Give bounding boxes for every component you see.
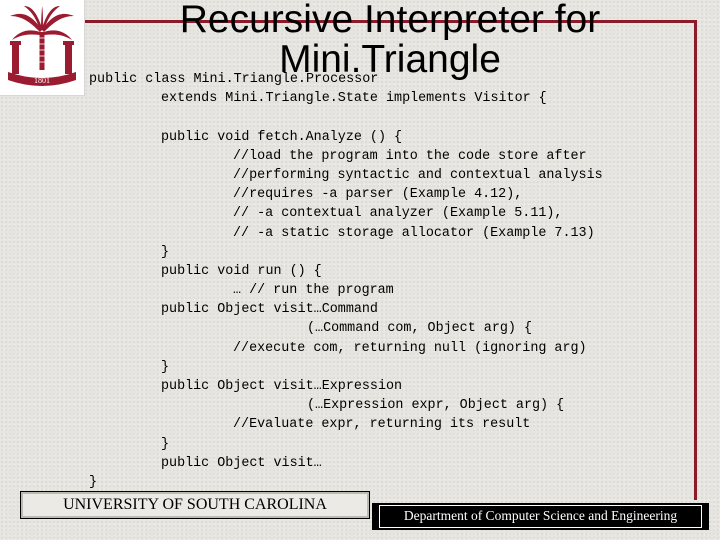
code-line: // -a contextual analyzer (Example 5.11), xyxy=(233,206,563,222)
code-line: (…Command com, Object arg) { xyxy=(307,321,532,337)
code-line: public Object visit… xyxy=(161,455,322,471)
frame-line-right xyxy=(694,20,697,500)
code-line: extends Mini.Triangle.State implements Visitor { xyxy=(161,91,547,107)
code-line: } xyxy=(161,436,170,452)
slide-title xyxy=(80,0,700,80)
code-line: // -a static storage allocator (Example 7.13) xyxy=(233,225,595,241)
code-line: } xyxy=(89,474,98,490)
code-line: } xyxy=(161,244,170,260)
title-line-1: Recursive Interpreter for xyxy=(179,0,601,41)
code-line: //Evaluate expr, returning its result xyxy=(233,417,531,433)
code-line: public Object visit…Expression xyxy=(161,379,403,394)
palmetto-seal-icon xyxy=(0,0,84,95)
code-line: //load the program into the code store after xyxy=(233,148,587,164)
university-name: UNIVERSITY OF SOUTH CAROLINA xyxy=(63,496,327,513)
code-line: public void fetch.Analyze () { xyxy=(161,129,403,145)
department-footer xyxy=(372,503,709,530)
code-line: //execute com, returning null (ignoring arg) xyxy=(233,340,587,356)
logo-year: 1801 xyxy=(34,76,50,85)
code-line: public void run () { xyxy=(161,263,322,279)
code-line: … // run the program xyxy=(233,283,394,299)
code-line: //requires -a parser (Example 4.12), xyxy=(233,187,523,203)
university-footer xyxy=(20,491,370,519)
code-line: } xyxy=(161,359,170,375)
university-logo xyxy=(0,0,85,96)
department-name: Department of Computer Science and Engineering xyxy=(403,508,678,523)
code-line: public class Mini.Triangle.Processor xyxy=(89,72,379,87)
code-line: (…Expression expr, Object arg) { xyxy=(307,398,565,414)
code-line xyxy=(89,108,603,127)
code-block xyxy=(89,70,603,492)
title-line-2: Mini.Triangle xyxy=(279,38,501,81)
code-line: //performing syntactic and contextual analysis xyxy=(233,167,603,183)
code-line: public Object visit…Command xyxy=(161,302,378,318)
